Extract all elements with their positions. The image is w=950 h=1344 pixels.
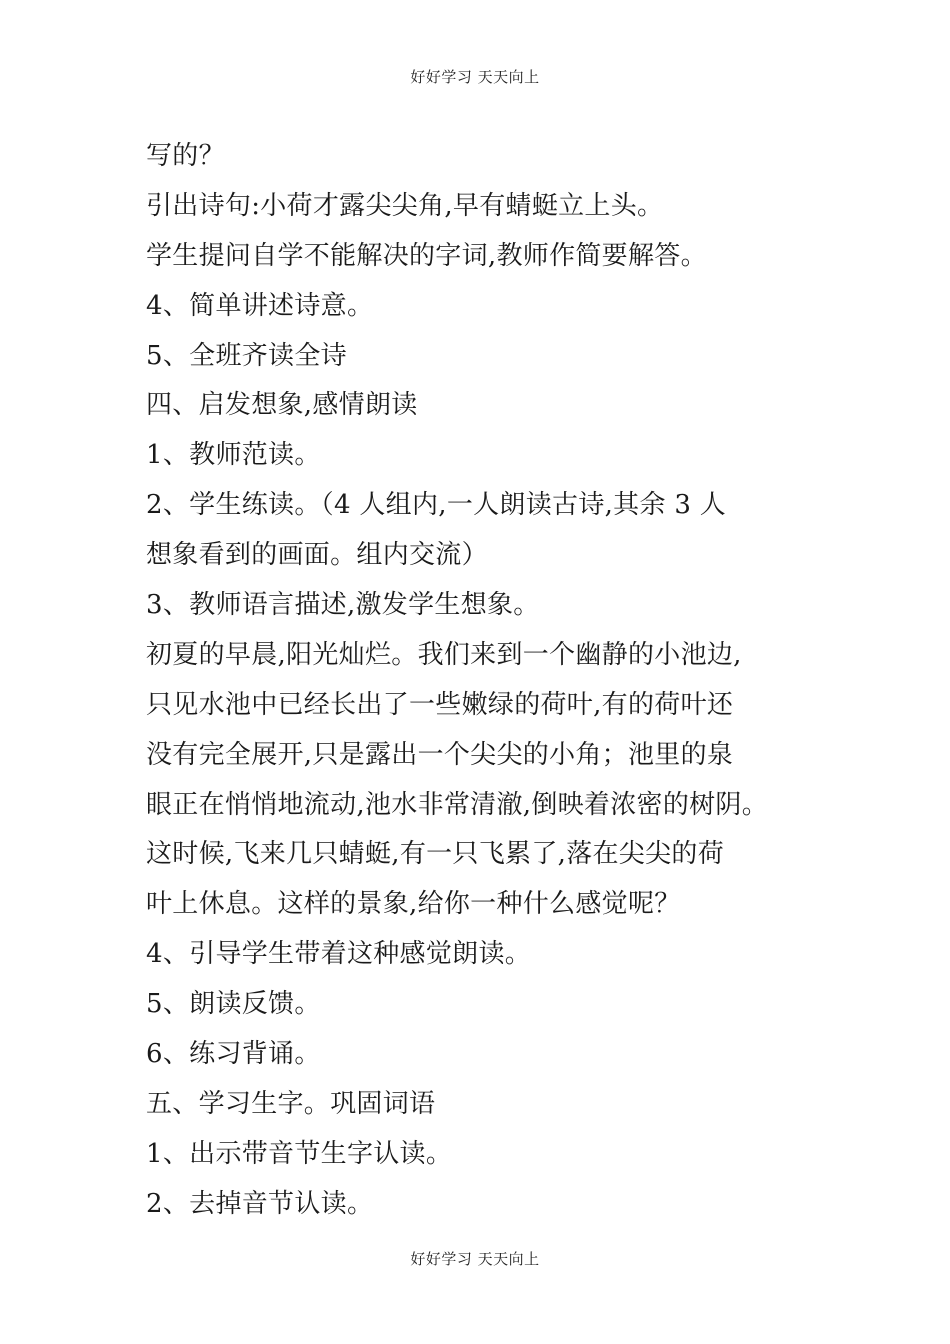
text-line: 1、出示带音节生字认读。 bbox=[146, 1138, 453, 1169]
text-line: 学生提问自学不能解决的字词,教师作简要解答。 bbox=[146, 240, 707, 271]
text-line: 3、教师语言描述,激发学生想象。 bbox=[146, 590, 540, 621]
text-line: 6、练习背诵。 bbox=[146, 1039, 321, 1070]
text-line: 5、朗读反馈。 bbox=[146, 989, 321, 1020]
document-body bbox=[146, 132, 826, 1230]
text-line: 没有完全展开,只是露出一个尖尖的小角；池里的泉 bbox=[146, 739, 734, 770]
text-line: 引出诗句:小荷才露尖尖角,早有蜻蜓立上头。 bbox=[146, 190, 664, 221]
section-heading: 五、学习生字。巩固词语 bbox=[146, 1088, 436, 1119]
text-line: 想象看到的画面。组内交流） bbox=[146, 540, 488, 571]
text-line: 4、简单讲述诗意。 bbox=[146, 290, 374, 321]
page-footer: 好好学习 天天向上 bbox=[410, 1250, 540, 1268]
text-line: 2、学生练读。（4 人组内,一人朗读古诗,其余 3 人 bbox=[146, 490, 727, 521]
text-line: 2、去掉音节认读。 bbox=[146, 1188, 374, 1219]
text-line: 5、全班齐读全诗 bbox=[146, 340, 347, 371]
text-line: 只见水池中已经长出了一些嫩绿的荷叶,有的荷叶还 bbox=[146, 689, 734, 720]
text-line: 这时候,飞来几只蜻蜓,有一只飞累了,落在尖尖的荷 bbox=[146, 839, 724, 870]
text-line: 写的？ bbox=[146, 141, 225, 171]
text-line: 4、引导学生带着这种感觉朗读。 bbox=[146, 939, 532, 970]
text-line: 1、教师范读。 bbox=[146, 440, 321, 471]
text-line: 叶上休息。这样的景象,给你一种什么感觉呢？ bbox=[146, 889, 681, 920]
text-line: 初夏的早晨,阳光灿烂。我们来到一个幽静的小池边, bbox=[146, 639, 742, 670]
section-heading: 四、启发想象,感情朗读 bbox=[146, 390, 418, 421]
page-header: 好好学习 天天向上 bbox=[410, 68, 540, 86]
text-line: 眼正在悄悄地流动,池水非常清澈,倒映着浓密的树阴。 bbox=[146, 789, 769, 820]
